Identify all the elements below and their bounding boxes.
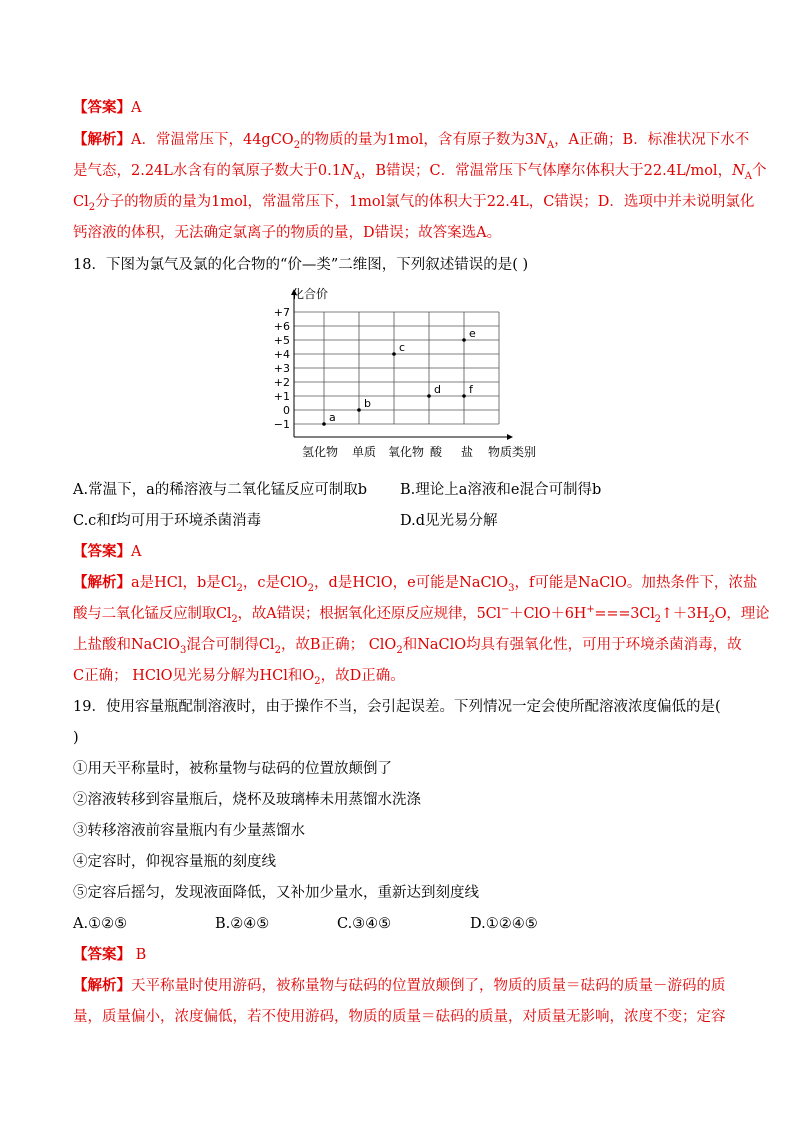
data-label-a: a — [329, 411, 336, 424]
subscript: 2 — [396, 644, 403, 656]
category-label: 氧化物 — [388, 445, 425, 459]
answer-value: B — [131, 947, 147, 963]
category-label: 酸 — [430, 445, 443, 459]
italic-symbol: N — [340, 163, 354, 179]
category-label: 盐 — [461, 445, 474, 459]
y-tick-label: 0 — [283, 404, 290, 417]
category-label: 氢化物 — [302, 445, 339, 459]
data-label-c: c — [399, 341, 406, 354]
analysis-17-line-1 — [73, 130, 749, 150]
analysis-17-line-4: 钙溶液的体积，无法确定氯离子的物质的量，D错误；故答案选A。 — [73, 225, 502, 241]
text: ，A正确；B．标准状况下水不 — [554, 132, 750, 148]
analysis-18-line-1 — [73, 573, 757, 593]
data-point-a — [322, 422, 326, 426]
subscript: 2 — [274, 644, 281, 656]
text: ，f可能是NaClO。加热条件下，浓盐 — [514, 575, 758, 591]
analysis-18-line-2 — [73, 604, 769, 624]
y-tick-label: +6 — [273, 320, 290, 333]
subscript: 3 — [508, 582, 515, 594]
answer-label: 【答案】 — [73, 543, 131, 560]
subscript: 2 — [307, 582, 315, 594]
chart-categories — [302, 444, 473, 459]
text: ，故A错误；根据氧化还原反应规律，5Cl — [237, 606, 501, 622]
analysis-17-line-2 — [73, 161, 767, 181]
text: ，c是ClO — [242, 575, 308, 591]
subscript: A — [353, 170, 361, 182]
answer-19 — [73, 945, 146, 965]
data-label-e: e — [469, 327, 476, 340]
subscript: A — [744, 170, 752, 182]
subscript: 2 — [231, 613, 238, 625]
option-19-d: D.①②④⑤ — [470, 916, 538, 932]
text: a是HCl，b是Cl — [131, 575, 237, 591]
answer-value: A — [131, 544, 142, 560]
analysis-label: 【解析】 — [73, 977, 131, 994]
subscript: 2 — [293, 139, 301, 151]
option-18-a: A.常温下，a的稀溶液与二氧化锰反应可制取b — [73, 482, 368, 498]
option-18-b: B.理论上a溶液和e混合可制得b — [400, 482, 602, 498]
data-point-d — [427, 394, 431, 398]
analysis-17-line-3 — [73, 192, 754, 212]
data-label-f: f — [469, 383, 473, 396]
text: 是气态，2.24L水含有的氧原子数大于0.1 — [73, 163, 341, 179]
analysis-19-line-2: 量，质量偏小，浓度偏低，若不使用游码，物质的质量＝砝码的质量，对质量无影响，浓度不变；定容 — [73, 1009, 726, 1025]
text: ，B错误；C．常温常压下气体摩尔体积大于22.4L/mol， — [360, 163, 733, 179]
data-point-f — [462, 394, 466, 398]
question-19-stem: 19．使用容量瓶配制溶液时，由于操作不当，会引起误差。下列情况一定会使所配溶液浓度偏低的是( — [73, 699, 721, 715]
text: 天平称量时使用游码，被称量物与砝码的位置放颠倒了，物质的质量＝砝码的质量－游码的质 — [131, 978, 726, 994]
question-19-item-2: ②溶液转移到容量瓶后，烧杯及玻璃棒未用蒸馏水洗涤 — [73, 792, 421, 808]
answer-label: 【答案】 — [73, 946, 131, 963]
x-axis-label: 物质类别 — [488, 445, 537, 459]
option-19-c: C.③④⑤ — [337, 916, 392, 932]
analysis-label: 【解析】 — [73, 131, 131, 148]
text: ===3Cl — [594, 606, 655, 622]
analysis-label: 【解析】 — [73, 574, 131, 591]
text: ＋ClO＋6H — [509, 606, 587, 622]
analysis-18-line-4 — [73, 666, 405, 686]
question-19-item-4: ④定容时，仰视容量瓶的刻度线 — [73, 854, 276, 870]
answer-18 — [73, 542, 141, 562]
text: A．常温常压下，44gCO — [131, 132, 294, 148]
text: ，故B正确； ClO — [280, 637, 397, 653]
y-axis-label: 化合价 — [292, 287, 329, 301]
valence-class-chart — [262, 286, 537, 466]
option-18-c: C.c和f均可用于环境杀菌消毒 — [73, 513, 262, 529]
y-tick-label: +4 — [273, 348, 290, 361]
data-point-b — [357, 408, 361, 412]
text: 混合可制得Cl — [186, 637, 275, 653]
y-tick-label: +1 — [273, 390, 290, 403]
text: 酸与二氧化锰反应制取Cl — [73, 606, 232, 622]
data-point-e — [462, 338, 466, 342]
x-axis-arrow — [507, 434, 513, 440]
category-label: 单质 — [352, 445, 377, 459]
text: 个 — [752, 163, 767, 179]
y-tick-label: −1 — [273, 418, 290, 431]
analysis-19-line-1 — [73, 976, 726, 996]
option-19-b: B.②④⑤ — [215, 916, 270, 932]
analysis-18-line-3 — [73, 635, 742, 655]
subscript: 2 — [88, 201, 96, 213]
answer-value: A — [131, 100, 142, 116]
subscript: A — [546, 139, 555, 151]
y-tick-label: +2 — [273, 376, 290, 389]
data-label-b: b — [364, 397, 371, 410]
text: O，理论 — [714, 606, 770, 622]
text: Cl — [73, 194, 89, 210]
text: ，d是HClO，e可能是NaClO — [314, 575, 509, 591]
question-19-item-5: ⑤定容后摇匀，发现液面降低，又补加少量水，重新达到刻度线 — [73, 885, 479, 901]
y-tick-label: +3 — [273, 362, 290, 375]
question-19-stem-cont: ) — [73, 730, 79, 746]
superscript: − — [500, 604, 510, 616]
answer-17 — [73, 98, 141, 118]
text: 分子的物质的量为1mol，常温常压下，1mol氯气的体积大于22.4L，C错误；D．选项中并未说明氯化 — [95, 194, 755, 210]
answer-label: 【答案】 — [73, 99, 131, 116]
chart-points — [322, 327, 477, 426]
text: 上盐酸和NaClO — [73, 637, 180, 653]
text: ，故D正确。 — [320, 668, 405, 684]
text: 的物质的量为1mol，含有原子数为3 — [300, 132, 535, 148]
text: C正确； HClO见光易分解为HCl和O — [73, 668, 315, 684]
italic-symbol: N — [732, 163, 745, 179]
y-tick-label: +7 — [273, 306, 290, 319]
option-18-d: D.d见光易分解 — [400, 513, 498, 529]
data-label-d: d — [434, 383, 441, 396]
question-19-item-1: ①用天平称量时，被称量物与砝码的位置放颠倒了 — [73, 761, 392, 777]
subscript: 2 — [236, 582, 243, 594]
subscript: 2 — [708, 613, 715, 625]
text: ↑＋3H — [660, 606, 709, 622]
superscript: + — [586, 604, 595, 616]
text: 和NaClO均具有强氧化性，可用于环境杀菌消毒，故 — [402, 637, 742, 653]
question-19-item-3: ③转移溶液前容量瓶内有少量蒸馏水 — [73, 823, 305, 839]
subscript: 3 — [179, 644, 187, 656]
italic-symbol: N — [534, 132, 547, 148]
question-18-stem: 18．下图为氯气及氯的化合物的“价—类”二维图，下列叙述错误的是( ) — [73, 257, 529, 273]
chart-ticks — [274, 306, 290, 431]
y-tick-label: +5 — [273, 334, 290, 347]
data-point-c — [392, 352, 396, 356]
option-19-a: A.①②⑤ — [73, 916, 128, 932]
subscript: 2 — [654, 613, 661, 625]
subscript: 2 — [314, 675, 321, 687]
